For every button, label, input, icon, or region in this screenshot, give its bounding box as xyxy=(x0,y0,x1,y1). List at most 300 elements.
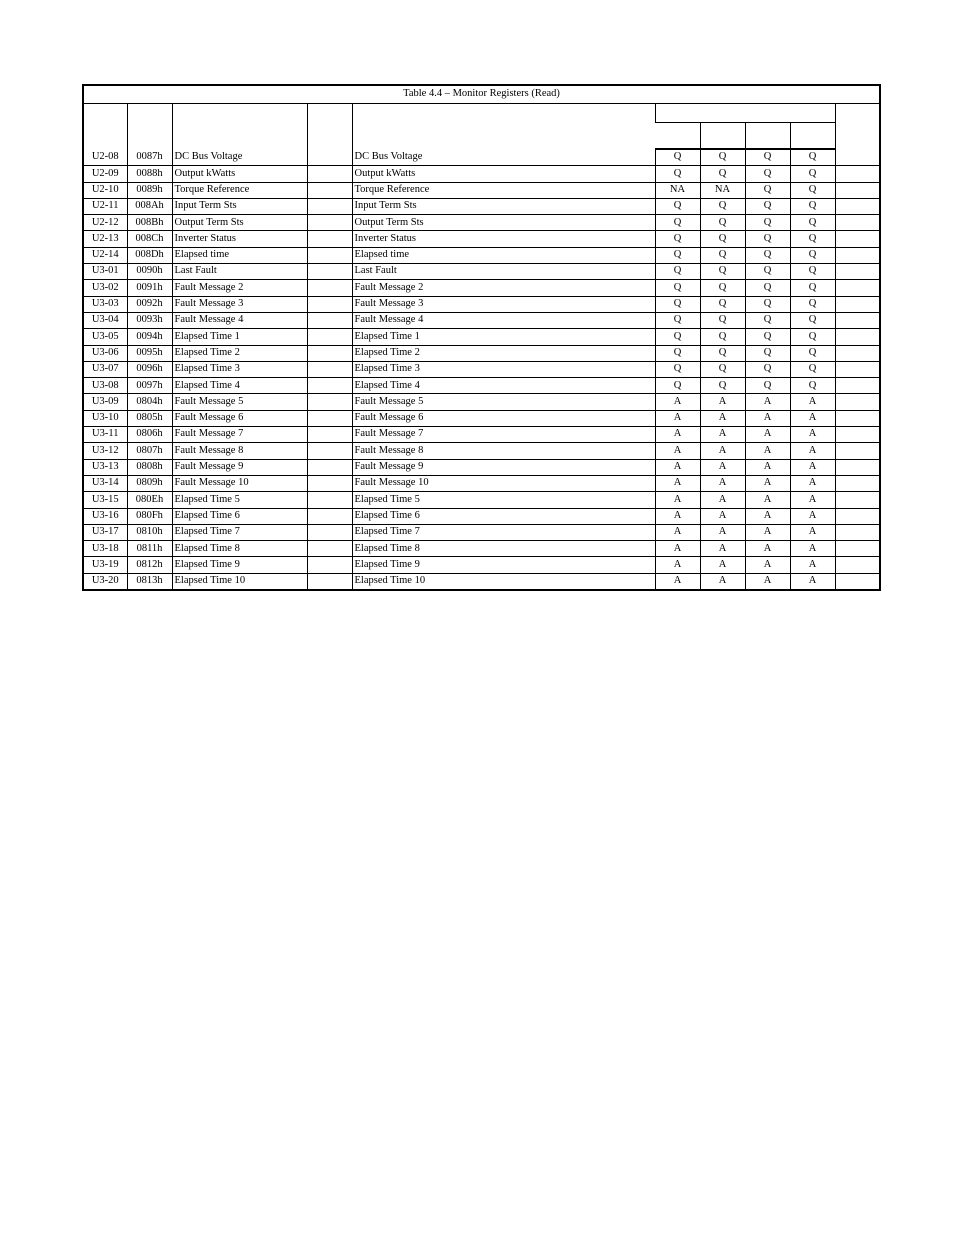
param-cell: U3-08 xyxy=(83,378,127,394)
mode-1-cell: A xyxy=(655,443,700,459)
mode-2-cell: Q xyxy=(700,166,745,182)
mode-4-cell: A xyxy=(790,573,835,590)
display-cell: Fault Message 4 xyxy=(352,312,655,328)
table-row xyxy=(83,198,880,214)
extra-cell xyxy=(307,264,352,280)
note-cell xyxy=(835,166,880,182)
mode-1-cell: Q xyxy=(655,378,700,394)
name-cell: Inverter Status xyxy=(172,231,307,247)
param-cell: U3-14 xyxy=(83,475,127,491)
mode-4-cell: Q xyxy=(790,149,835,166)
mode-3-cell: A xyxy=(745,541,790,557)
table-title-row xyxy=(83,85,880,104)
table-row xyxy=(83,247,880,263)
mode-4-cell: Q xyxy=(790,247,835,263)
mode-2-cell: A xyxy=(700,459,745,475)
mode-1-cell: A xyxy=(655,427,700,443)
display-cell: Fault Message 6 xyxy=(352,410,655,426)
name-cell: Torque Reference xyxy=(172,182,307,198)
table-row xyxy=(83,508,880,524)
table-row xyxy=(83,410,880,426)
mode-4-cell: A xyxy=(790,492,835,508)
mode-3-cell: A xyxy=(745,573,790,590)
mode-2-cell: A xyxy=(700,557,745,573)
display-cell: Last Fault xyxy=(352,264,655,280)
note-cell xyxy=(835,361,880,377)
note-cell xyxy=(835,443,880,459)
extra-cell xyxy=(307,573,352,590)
address-cell: 0805h xyxy=(127,410,172,426)
mode-1-cell: A xyxy=(655,459,700,475)
param-cell: U2-13 xyxy=(83,231,127,247)
mode-3-cell: Q xyxy=(745,231,790,247)
extra-cell xyxy=(307,459,352,475)
note-cell xyxy=(835,427,880,443)
header-cell-parameter xyxy=(83,104,127,150)
table-row xyxy=(83,427,880,443)
display-cell: Elapsed time xyxy=(352,247,655,263)
mode-4-cell: A xyxy=(790,459,835,475)
display-cell: Fault Message 7 xyxy=(352,427,655,443)
header-cell-mode-3 xyxy=(745,123,790,150)
mode-1-cell: Q xyxy=(655,264,700,280)
name-cell: Fault Message 4 xyxy=(172,312,307,328)
name-cell: Elapsed Time 8 xyxy=(172,541,307,557)
header-cell-display xyxy=(352,104,655,150)
mode-4-cell: Q xyxy=(790,296,835,312)
note-cell xyxy=(835,378,880,394)
mode-3-cell: A xyxy=(745,443,790,459)
table-title: Table 4.4 – Monitor Registers (Read) xyxy=(83,85,880,104)
extra-cell xyxy=(307,378,352,394)
name-cell: Elapsed Time 2 xyxy=(172,345,307,361)
note-cell xyxy=(835,410,880,426)
extra-cell xyxy=(307,492,352,508)
mode-3-cell: Q xyxy=(745,182,790,198)
param-cell: U3-18 xyxy=(83,541,127,557)
note-cell xyxy=(835,394,880,410)
address-cell: 0097h xyxy=(127,378,172,394)
mode-3-cell: A xyxy=(745,394,790,410)
mode-1-cell: A xyxy=(655,508,700,524)
name-cell: Elapsed time xyxy=(172,247,307,263)
mode-2-cell: A xyxy=(700,541,745,557)
name-cell: Elapsed Time 10 xyxy=(172,573,307,590)
extra-cell xyxy=(307,524,352,540)
extra-cell xyxy=(307,149,352,166)
note-cell xyxy=(835,508,880,524)
extra-cell xyxy=(307,475,352,491)
extra-cell xyxy=(307,296,352,312)
note-cell xyxy=(835,541,880,557)
mode-1-cell: Q xyxy=(655,166,700,182)
mode-3-cell: Q xyxy=(745,198,790,214)
header-cell-address xyxy=(127,104,172,150)
extra-cell xyxy=(307,557,352,573)
name-cell: Fault Message 6 xyxy=(172,410,307,426)
note-cell xyxy=(835,524,880,540)
mode-2-cell: Q xyxy=(700,329,745,345)
mode-2-cell: Q xyxy=(700,361,745,377)
address-cell: 080Eh xyxy=(127,492,172,508)
table-row xyxy=(83,231,880,247)
name-cell: Input Term Sts xyxy=(172,198,307,214)
extra-cell xyxy=(307,361,352,377)
display-cell: Fault Message 3 xyxy=(352,296,655,312)
mode-3-cell: Q xyxy=(745,215,790,231)
note-cell xyxy=(835,182,880,198)
mode-3-cell: A xyxy=(745,427,790,443)
mode-4-cell: Q xyxy=(790,198,835,214)
display-cell: Fault Message 8 xyxy=(352,443,655,459)
table-row xyxy=(83,296,880,312)
display-cell: Input Term Sts xyxy=(352,198,655,214)
extra-cell xyxy=(307,541,352,557)
mode-3-cell: A xyxy=(745,508,790,524)
table-row xyxy=(83,215,880,231)
param-cell: U3-15 xyxy=(83,492,127,508)
display-cell: Elapsed Time 3 xyxy=(352,361,655,377)
display-cell: Elapsed Time 10 xyxy=(352,573,655,590)
display-cell: Elapsed Time 2 xyxy=(352,345,655,361)
mode-3-cell: A xyxy=(745,410,790,426)
extra-cell xyxy=(307,280,352,296)
param-cell: U3-03 xyxy=(83,296,127,312)
mode-3-cell: Q xyxy=(745,361,790,377)
param-cell: U3-02 xyxy=(83,280,127,296)
mode-1-cell: Q xyxy=(655,345,700,361)
address-cell: 0808h xyxy=(127,459,172,475)
mode-3-cell: Q xyxy=(745,149,790,166)
mode-2-cell: Q xyxy=(700,345,745,361)
mode-2-cell: Q xyxy=(700,247,745,263)
param-cell: U3-17 xyxy=(83,524,127,540)
header-cell-control-group xyxy=(655,104,835,123)
address-cell: 008Dh xyxy=(127,247,172,263)
mode-1-cell: A xyxy=(655,541,700,557)
mode-1-cell: Q xyxy=(655,296,700,312)
note-cell xyxy=(835,475,880,491)
mode-1-cell: Q xyxy=(655,247,700,263)
address-cell: 0812h xyxy=(127,557,172,573)
mode-2-cell: Q xyxy=(700,296,745,312)
note-cell xyxy=(835,280,880,296)
param-cell: U2-08 xyxy=(83,149,127,166)
extra-cell xyxy=(307,329,352,345)
param-cell: U3-01 xyxy=(83,264,127,280)
mode-3-cell: Q xyxy=(745,247,790,263)
param-cell: U3-16 xyxy=(83,508,127,524)
table-row xyxy=(83,459,880,475)
mode-2-cell: Q xyxy=(700,312,745,328)
mode-1-cell: NA xyxy=(655,182,700,198)
mode-2-cell: NA xyxy=(700,182,745,198)
extra-cell xyxy=(307,443,352,459)
address-cell: 0811h xyxy=(127,541,172,557)
mode-4-cell: A xyxy=(790,557,835,573)
param-cell: U3-11 xyxy=(83,427,127,443)
mode-2-cell: Q xyxy=(700,215,745,231)
address-cell: 0094h xyxy=(127,329,172,345)
address-cell: 0088h xyxy=(127,166,172,182)
header-cell-extra xyxy=(307,104,352,150)
table-row xyxy=(83,492,880,508)
note-cell xyxy=(835,149,880,166)
mode-4-cell: Q xyxy=(790,166,835,182)
display-cell: Fault Message 10 xyxy=(352,475,655,491)
table-row xyxy=(83,443,880,459)
name-cell: Elapsed Time 3 xyxy=(172,361,307,377)
mode-3-cell: Q xyxy=(745,329,790,345)
mode-1-cell: Q xyxy=(655,280,700,296)
note-cell xyxy=(835,492,880,508)
mode-2-cell: A xyxy=(700,524,745,540)
mode-3-cell: Q xyxy=(745,166,790,182)
mode-1-cell: Q xyxy=(655,149,700,166)
extra-cell xyxy=(307,215,352,231)
extra-cell xyxy=(307,247,352,263)
mode-4-cell: A xyxy=(790,410,835,426)
table-row xyxy=(83,394,880,410)
mode-1-cell: A xyxy=(655,475,700,491)
address-cell: 008Ah xyxy=(127,198,172,214)
table-row xyxy=(83,329,880,345)
mode-4-cell: A xyxy=(790,475,835,491)
note-cell xyxy=(835,231,880,247)
param-cell: U2-14 xyxy=(83,247,127,263)
display-cell: Fault Message 9 xyxy=(352,459,655,475)
name-cell: DC Bus Voltage xyxy=(172,149,307,166)
name-cell: Elapsed Time 7 xyxy=(172,524,307,540)
mode-1-cell: Q xyxy=(655,361,700,377)
mode-4-cell: Q xyxy=(790,345,835,361)
table-row xyxy=(83,182,880,198)
header-cell-mode-2 xyxy=(700,123,745,150)
extra-cell xyxy=(307,410,352,426)
param-cell: U3-20 xyxy=(91,575,119,587)
table-row xyxy=(83,166,880,182)
address-cell: 080Fh xyxy=(127,508,172,524)
mode-3-cell: Q xyxy=(745,296,790,312)
address-cell: 0090h xyxy=(127,264,172,280)
mode-2-cell: Q xyxy=(700,149,745,166)
address-cell: 0810h xyxy=(127,524,172,540)
name-cell: Elapsed Time 1 xyxy=(172,329,307,345)
mode-4-cell: Q xyxy=(790,264,835,280)
mode-3-cell: A xyxy=(745,557,790,573)
name-cell: Fault Message 3 xyxy=(172,296,307,312)
mode-4-cell: Q xyxy=(790,312,835,328)
table-row xyxy=(83,541,880,557)
name-cell: Fault Message 8 xyxy=(172,443,307,459)
mode-1-cell: A xyxy=(655,394,700,410)
display-cell: Fault Message 5 xyxy=(352,394,655,410)
address-cell: 0089h xyxy=(127,182,172,198)
name-cell: Fault Message 5 xyxy=(172,394,307,410)
note-cell xyxy=(835,296,880,312)
mode-2-cell: A xyxy=(700,475,745,491)
param-cell: U3-09 xyxy=(83,394,127,410)
header-cell-mode-4 xyxy=(790,123,835,150)
mode-2-cell: A xyxy=(700,394,745,410)
name-cell: Elapsed Time 4 xyxy=(172,378,307,394)
mode-3-cell: Q xyxy=(745,378,790,394)
mode-1-cell: Q xyxy=(655,215,700,231)
param-cell: U3-06 xyxy=(83,345,127,361)
note-cell xyxy=(835,345,880,361)
mode-1-cell: Q xyxy=(655,312,700,328)
mode-2-cell: Q xyxy=(700,280,745,296)
address-cell: 0809h xyxy=(127,475,172,491)
note-cell xyxy=(835,198,880,214)
name-cell: Fault Message 7 xyxy=(172,427,307,443)
mode-4-cell: A xyxy=(790,541,835,557)
name-cell: Elapsed Time 9 xyxy=(172,557,307,573)
mode-2-cell: Q xyxy=(700,378,745,394)
name-cell: Output kWatts xyxy=(172,166,307,182)
mode-4-cell: A xyxy=(790,427,835,443)
extra-cell xyxy=(307,231,352,247)
mode-1-cell: Q xyxy=(655,198,700,214)
param-cell: U3-12 xyxy=(83,443,127,459)
address-cell: 0813h xyxy=(127,573,172,590)
table-row xyxy=(83,475,880,491)
table-row xyxy=(83,280,880,296)
address-cell: 0096h xyxy=(127,361,172,377)
mode-2-cell: A xyxy=(700,427,745,443)
display-cell: Fault Message 2 xyxy=(352,280,655,296)
mode-4-cell: Q xyxy=(790,182,835,198)
display-cell: Elapsed Time 4 xyxy=(352,378,655,394)
display-cell: DC Bus Voltage xyxy=(352,149,655,166)
mode-1-cell: Q xyxy=(655,329,700,345)
mode-4-cell: A xyxy=(790,508,835,524)
name-cell: Last Fault xyxy=(172,264,307,280)
mode-4-cell: Q xyxy=(790,329,835,345)
display-cell: Output kWatts xyxy=(352,166,655,182)
param-cell: U3-05 xyxy=(83,329,127,345)
mode-1-cell: A xyxy=(655,410,700,426)
extra-cell xyxy=(307,312,352,328)
mode-1-cell: A xyxy=(655,492,700,508)
address-cell: 0092h xyxy=(127,296,172,312)
header-row-top xyxy=(83,104,880,123)
mode-3-cell: Q xyxy=(745,312,790,328)
name-cell: Elapsed Time 5 xyxy=(172,492,307,508)
mode-2-cell: Q xyxy=(700,198,745,214)
address-cell: 0087h xyxy=(127,149,172,166)
monitor-registers-table xyxy=(82,84,881,591)
param-cell: U3-13 xyxy=(83,459,127,475)
mode-4-cell: Q xyxy=(790,215,835,231)
note-cell xyxy=(835,557,880,573)
table-row xyxy=(83,378,880,394)
mode-1-cell: Q xyxy=(655,231,700,247)
mode-1-cell: A xyxy=(655,524,700,540)
table-row xyxy=(83,361,880,377)
param-cell: U2-09 xyxy=(83,166,127,182)
display-cell: Elapsed Time 9 xyxy=(352,557,655,573)
mode-2-cell: Q xyxy=(700,231,745,247)
param-cell: U3-04 xyxy=(83,312,127,328)
param-cell: U3-19 xyxy=(83,557,127,573)
header-cell-note xyxy=(835,104,880,150)
mode-4-cell: A xyxy=(790,394,835,410)
note-cell xyxy=(835,215,880,231)
note-cell xyxy=(835,312,880,328)
mode-2-cell: A xyxy=(700,492,745,508)
mode-3-cell: A xyxy=(745,475,790,491)
display-cell: Elapsed Time 1 xyxy=(352,329,655,345)
address-cell: 0091h xyxy=(127,280,172,296)
header-cell-mode-1 xyxy=(655,123,700,150)
name-cell: Fault Message 2 xyxy=(172,280,307,296)
mode-3-cell: Q xyxy=(745,280,790,296)
name-cell: Fault Message 10 xyxy=(172,475,307,491)
extra-cell xyxy=(307,427,352,443)
address-cell: 0804h xyxy=(127,394,172,410)
note-cell xyxy=(835,329,880,345)
mode-2-cell: A xyxy=(700,508,745,524)
address-cell: 0093h xyxy=(127,312,172,328)
mode-3-cell: A xyxy=(745,459,790,475)
table-row xyxy=(83,345,880,361)
param-cell: U2-12 xyxy=(83,215,127,231)
mode-4-cell: Q xyxy=(790,361,835,377)
table-row xyxy=(83,557,880,573)
mode-2-cell: A xyxy=(700,410,745,426)
mode-4-cell: Q xyxy=(790,378,835,394)
name-cell: Fault Message 9 xyxy=(172,459,307,475)
note-cell xyxy=(835,459,880,475)
table-row xyxy=(83,312,880,328)
address-cell: 0806h xyxy=(127,427,172,443)
address-cell: 008Ch xyxy=(127,231,172,247)
extra-cell xyxy=(307,508,352,524)
mode-3-cell: A xyxy=(745,492,790,508)
mode-2-cell: Q xyxy=(700,264,745,280)
display-cell: Torque Reference xyxy=(352,182,655,198)
table-row xyxy=(83,573,880,590)
display-cell: Inverter Status xyxy=(352,231,655,247)
param-cell: U2-11 xyxy=(83,198,127,214)
table-row xyxy=(83,524,880,540)
mode-4-cell: Q xyxy=(790,280,835,296)
note-cell xyxy=(835,247,880,263)
mode-2-cell: A xyxy=(700,443,745,459)
table-row xyxy=(83,264,880,280)
display-cell: Output Term Sts xyxy=(352,215,655,231)
table-row xyxy=(83,149,880,166)
display-cell: Elapsed Time 7 xyxy=(352,524,655,540)
display-cell: Elapsed Time 6 xyxy=(352,508,655,524)
address-cell: 008Bh xyxy=(127,215,172,231)
mode-1-cell: A xyxy=(655,557,700,573)
header-cell-name xyxy=(172,104,307,150)
name-cell: Elapsed Time 6 xyxy=(172,508,307,524)
name-cell: Output Term Sts xyxy=(172,215,307,231)
extra-cell xyxy=(307,198,352,214)
extra-cell xyxy=(307,345,352,361)
mode-4-cell: A xyxy=(790,524,835,540)
display-cell: Elapsed Time 5 xyxy=(352,492,655,508)
param-cell: U3-10 xyxy=(83,410,127,426)
extra-cell xyxy=(307,394,352,410)
mode-3-cell: Q xyxy=(745,264,790,280)
extra-cell xyxy=(307,182,352,198)
param-cell: U2-10 xyxy=(83,182,127,198)
table-body xyxy=(83,149,880,590)
